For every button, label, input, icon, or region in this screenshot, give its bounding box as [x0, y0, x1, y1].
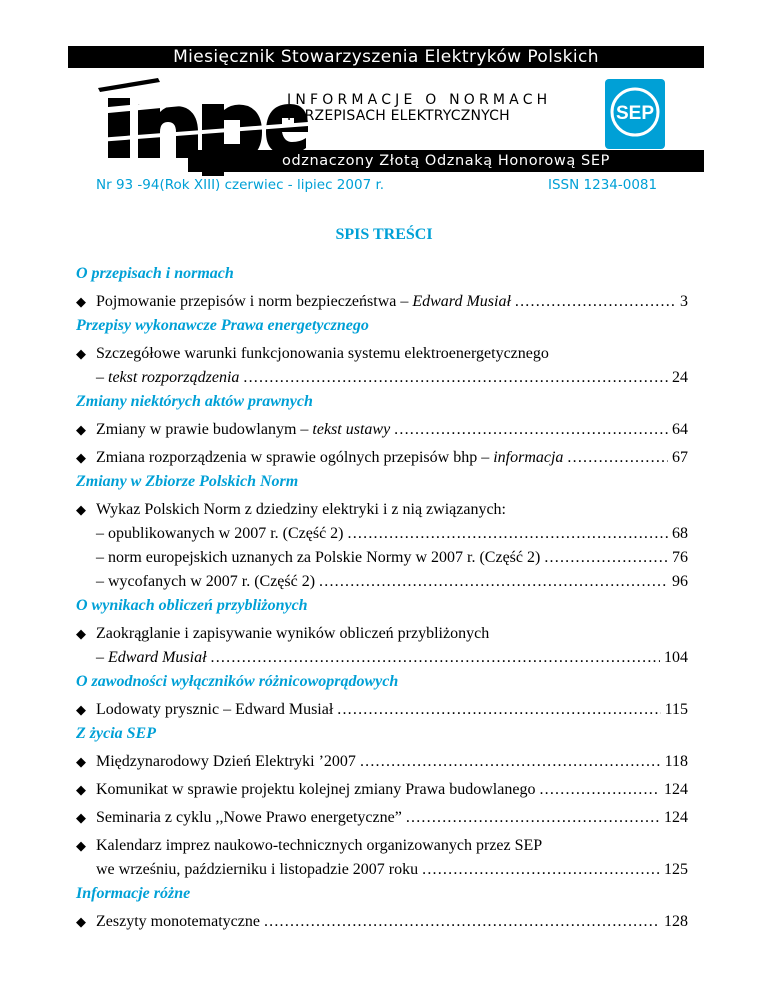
toc-title: SPIS TREŚCI	[335, 226, 433, 243]
toc-section-heading: Z życia SEP	[76, 725, 156, 742]
toc-entry[interactable]	[76, 446, 688, 470]
toc-entry-author: Edward Musiał	[412, 293, 511, 310]
toc-page-number: 104	[664, 649, 688, 666]
toc-entry[interactable]	[76, 622, 688, 670]
toc-page-number: 64	[672, 421, 688, 438]
diamond-bullet-icon: ◆	[76, 810, 86, 825]
toc-leader-dots	[319, 570, 668, 594]
toc-leader-dots	[406, 806, 660, 830]
toc-entry[interactable]	[76, 778, 688, 802]
issn: ISSN 1234-0081	[548, 177, 658, 193]
toc-leader-dots	[360, 750, 661, 774]
toc-page-number: 3	[680, 293, 688, 310]
toc-subentry-title: – wycofanych w 2007 r. (Część 2)	[96, 573, 316, 590]
toc-page-number: 76	[672, 549, 688, 566]
masthead-bottom-band: odznaczony Złotą Odznaką Honorową SEP	[188, 150, 704, 172]
toc-leader-dots	[422, 858, 660, 882]
diamond-bullet-icon: ◆	[76, 754, 86, 769]
masthead-subtitle-line2: I PRZEPISACH ELEKTRYCZNYCH	[287, 108, 510, 124]
toc-entry[interactable]	[76, 290, 688, 314]
diamond-bullet-icon: ◆	[76, 626, 86, 641]
toc-page-number: 24	[672, 369, 688, 386]
toc-section-heading: Przepisy wykonawcze Prawa energetycznego	[76, 317, 369, 334]
toc-subentry-title: – norm europejskich uznanych za Polskie Normy w 2007 r. (Część 2)	[96, 549, 541, 566]
masthead-top-band: Miesięcznik Stowarzyszenia Elektryków Polskich	[68, 46, 704, 68]
diamond-bullet-icon: ◆	[76, 782, 86, 797]
toc-leader-dots	[515, 290, 676, 314]
diamond-bullet-icon: ◆	[76, 838, 86, 853]
toc-page-number: 68	[672, 525, 688, 542]
toc-leader-dots	[394, 418, 668, 442]
diamond-bullet-icon: ◆	[76, 450, 86, 465]
toc-section-heading: Informacje różne	[76, 885, 191, 902]
toc-section-heading: Zmiany w Zbiorze Polskich Norm	[76, 473, 299, 490]
diamond-bullet-icon: ◆	[76, 702, 86, 717]
toc-leader-dots	[211, 646, 660, 670]
toc-entry[interactable]	[76, 910, 688, 934]
toc-entry-title: Kalendarz imprez naukowo-technicznych organizowanych przez SEP	[96, 837, 543, 854]
toc-leader-dots	[544, 546, 668, 570]
toc-entry[interactable]	[76, 418, 688, 442]
toc-section-heading: O przepisach i normach	[76, 265, 234, 282]
table-of-contents	[76, 262, 688, 934]
toc-entry-title: Międzynarodowy Dzień Elektryki ’2007	[96, 753, 356, 770]
toc-section-heading: O zawodności wyłączników różnicowoprądowych	[76, 673, 399, 690]
toc-page-number: 128	[664, 913, 688, 930]
toc-page-number: 96	[672, 573, 688, 590]
toc-entry-author: – Edward Musiał	[96, 649, 207, 666]
diamond-bullet-icon: ◆	[76, 294, 86, 309]
toc-entry[interactable]	[76, 698, 688, 722]
toc-entry-title: Wykaz Polskich Norm z dziedziny elektryki i z nią związanych:	[96, 501, 506, 518]
toc-entry[interactable]	[76, 806, 688, 830]
toc-page-number: 125	[664, 861, 688, 878]
sep-emblem-text: SEP	[615, 103, 655, 124]
masthead-subtitle-line1: INFORMACJE O NORMACH	[287, 92, 552, 108]
toc-entry-title: Zeszyty monotematyczne	[96, 913, 260, 930]
toc-subentry-title: we wrześniu, październiku i listopadzie 2007 roku	[96, 861, 419, 878]
toc-entry-author: tekst ustawy	[312, 421, 391, 438]
toc-page-number: 118	[664, 753, 688, 770]
sep-emblem-icon	[604, 78, 666, 150]
toc-entry-title: Zaokrąglanie i zapisywanie wyników obliczeń przybliżonych	[96, 625, 490, 642]
toc-entry[interactable]	[76, 498, 688, 594]
diamond-bullet-icon: ◆	[76, 346, 86, 361]
toc-entry[interactable]	[76, 834, 688, 882]
toc-page-number: 124	[664, 781, 688, 798]
diamond-bullet-icon: ◆	[76, 502, 86, 517]
toc-entry-title: Zmiana rozporządzenia w sprawie ogólnych przepisów bhp –	[96, 449, 494, 466]
toc-leader-dots	[539, 778, 660, 802]
diamond-bullet-icon: ◆	[76, 422, 86, 437]
toc-leader-dots	[337, 698, 660, 722]
toc-entry[interactable]	[76, 750, 688, 774]
toc-leader-dots	[243, 366, 668, 390]
toc-entry-title: Szczegółowe warunki funkcjonowania systemu elektroenergetycznego	[96, 345, 549, 362]
issue-info: Nr 93 -94(Rok XIII) czerwiec - lipiec 2007 r.	[96, 177, 385, 193]
toc-entry-title: Seminaria z cyklu ,,Nowe Prawo energetyczne”	[96, 809, 402, 826]
toc-subentry-title: – opublikowanych w 2007 r. (Część 2)	[96, 525, 344, 542]
toc-entry-author: informacja	[493, 449, 564, 466]
toc-entry-title: Zmiany w prawie budowlanym –	[96, 421, 313, 438]
toc-section-heading: O wynikach obliczeń przybliżonych	[76, 597, 308, 614]
toc-section-heading: Zmiany niektórych aktów prawnych	[76, 393, 313, 410]
toc-entry-title: Pojmowanie przepisów i norm bezpieczeństwa –	[96, 293, 413, 310]
toc-page-number: 115	[664, 701, 688, 718]
masthead	[68, 46, 704, 174]
toc-leader-dots	[264, 910, 660, 934]
toc-entry-title: Komunikat w sprawie projektu kolejnej zmiany Prawa budowlanego	[96, 781, 536, 798]
toc-entry-author: – tekst rozporządzenia	[96, 369, 240, 386]
toc-entry[interactable]	[76, 342, 688, 390]
toc-page-number: 67	[672, 449, 688, 466]
toc-leader-dots	[567, 446, 668, 470]
toc-entry-title: Lodowaty prysznic – Edward Musiał	[96, 701, 334, 718]
toc-page-number: 124	[664, 809, 688, 826]
toc-leader-dots	[348, 522, 668, 546]
diamond-bullet-icon: ◆	[76, 914, 86, 929]
